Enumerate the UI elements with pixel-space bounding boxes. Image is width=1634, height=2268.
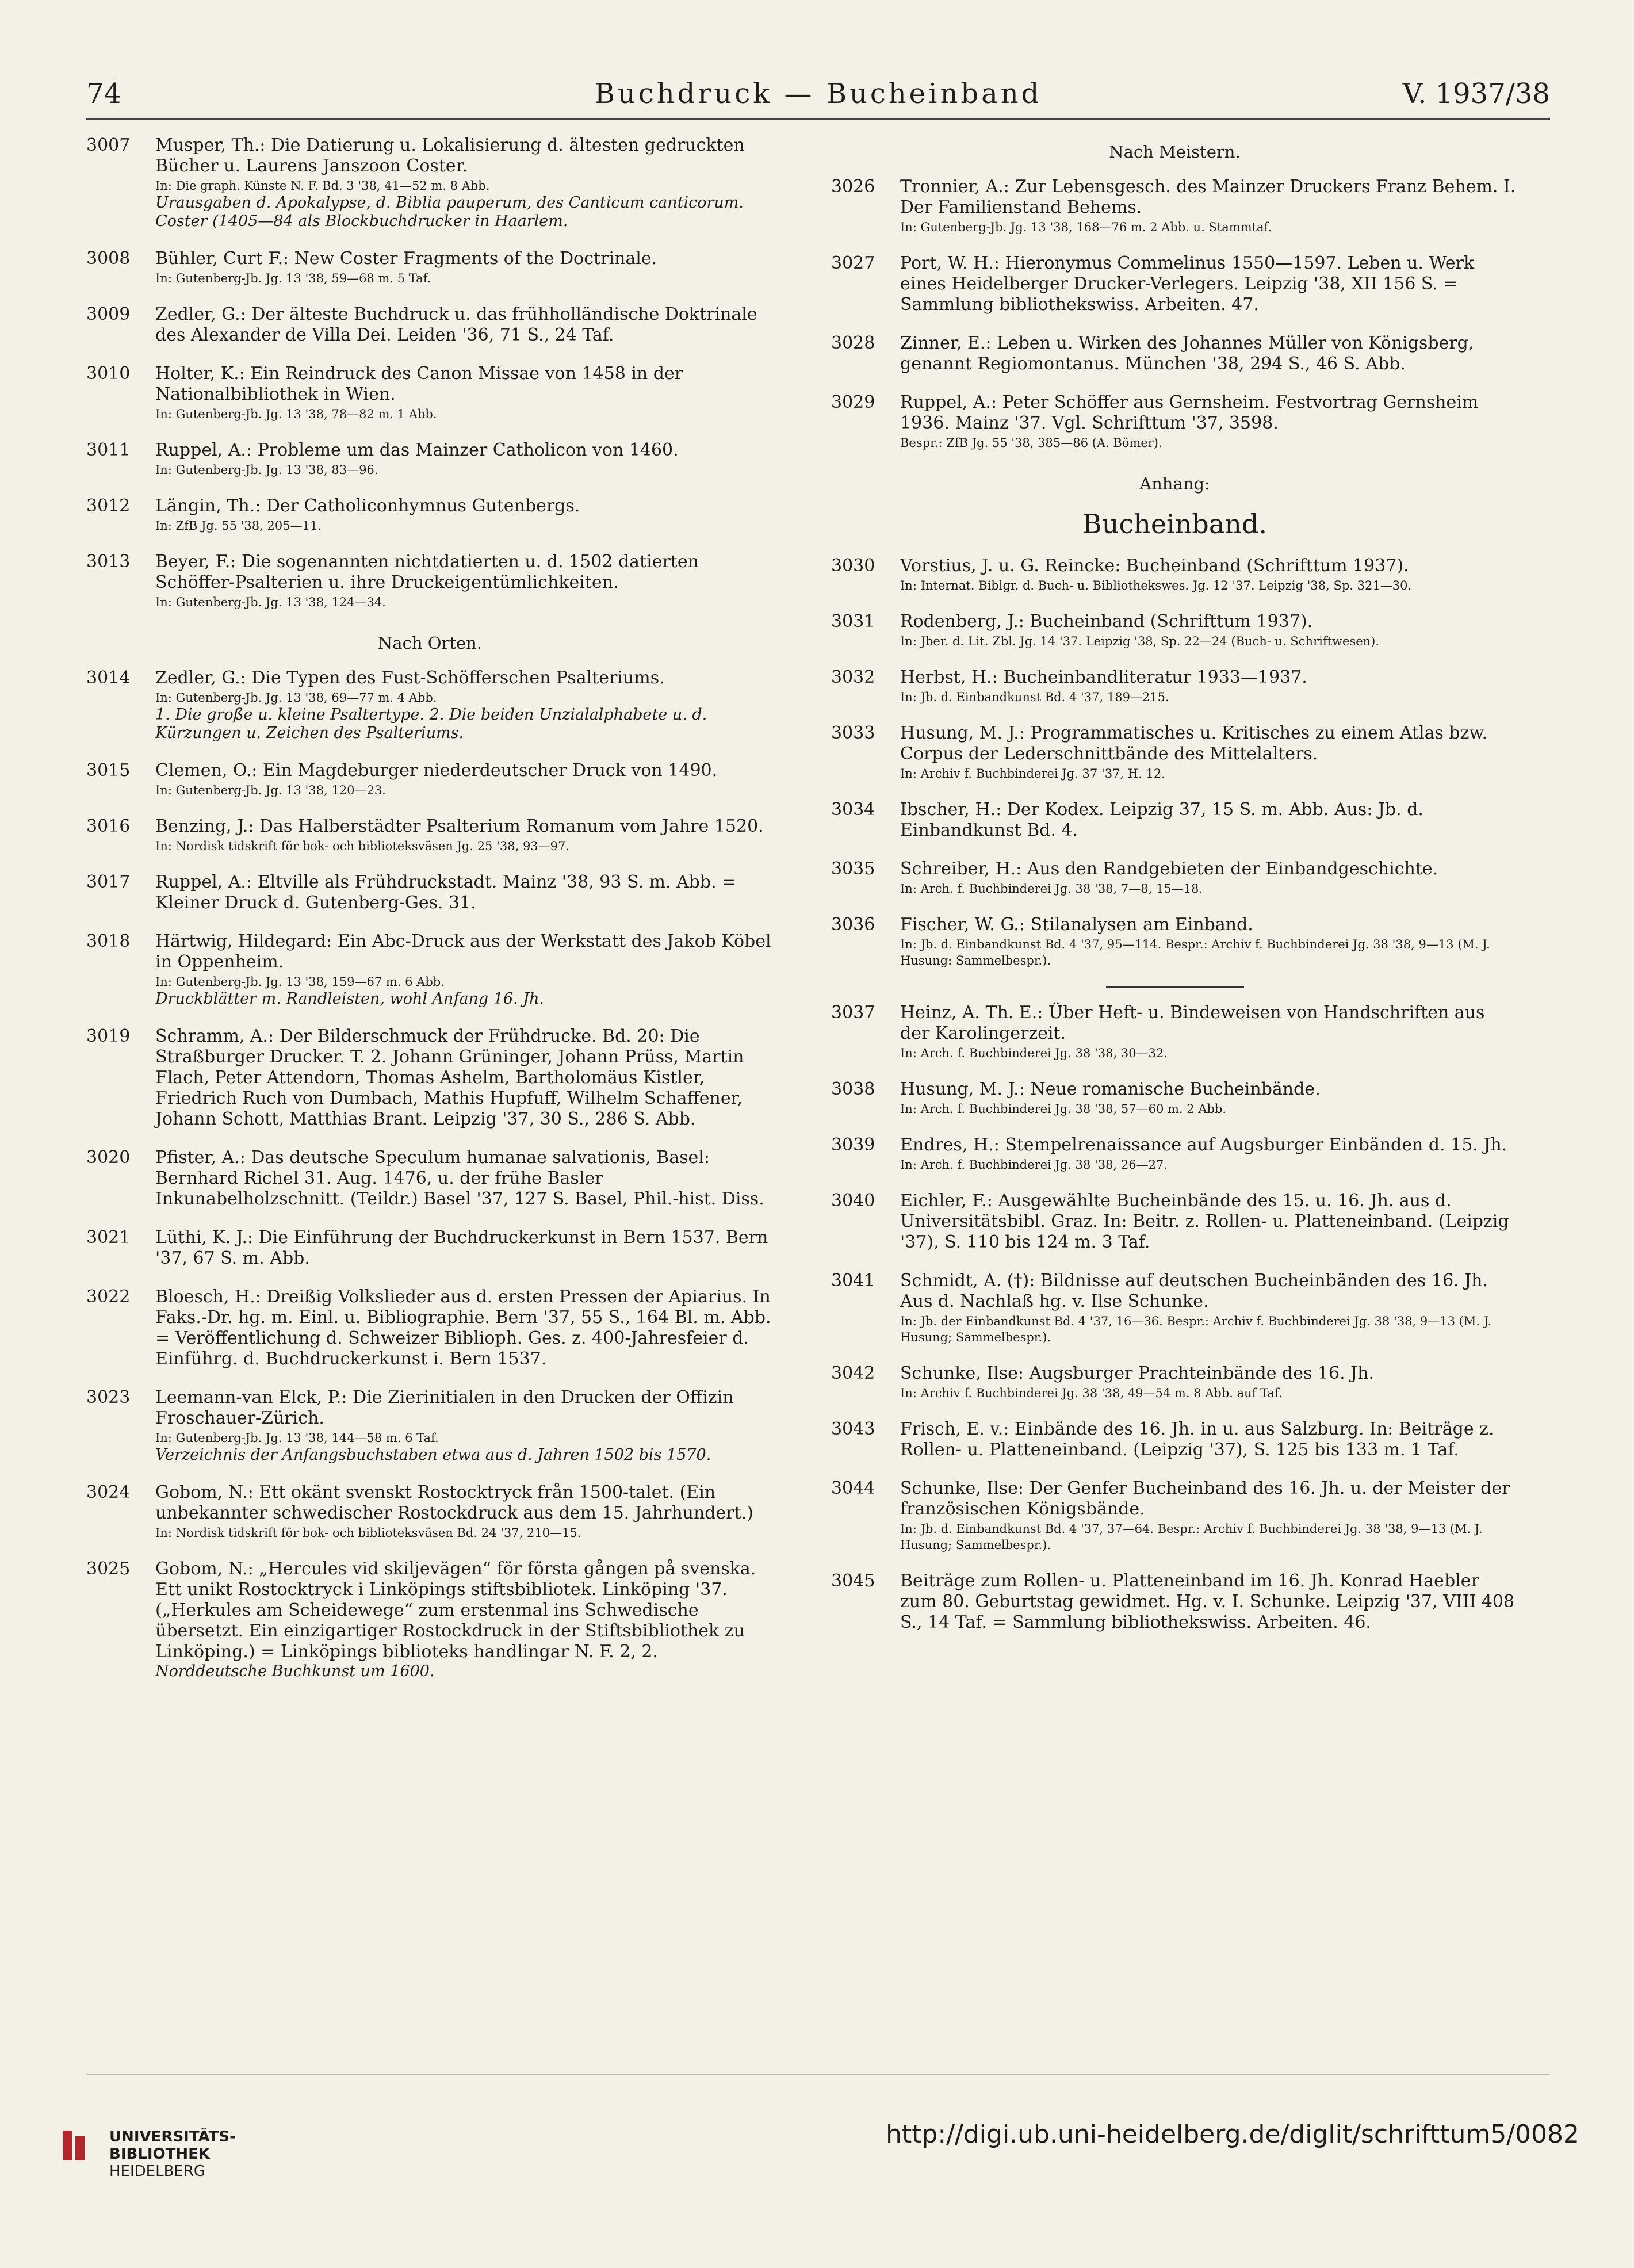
entries-left-a [86, 135, 774, 610]
entry-text: Schramm, A.: Der Bilderschmuck der Frühdrucke. Bd. 20: Die Straßburger Drucker. T. 2. Johann Grüninger, Johann Prüss, Martin Flach, Peter Attendorn, Thomas Ashelm, Bartholomäus Kistler, Friedrich Ruch von Dumbach, Mathis Hupfuff, Wilhelm Schaffener, Johann Schott, Matthias Brant. Leipzig '37, 30 S., 286 S. Abb. [155, 1026, 744, 1129]
bibliography-entry [831, 1419, 1518, 1460]
entry-number: 3044 [831, 1478, 875, 1498]
entry-number: 3040 [831, 1191, 875, 1211]
entry-number: 3014 [86, 668, 131, 688]
entry-number: 3041 [831, 1271, 875, 1291]
entry-source: In: Gutenberg-Jb. Jg. 13 '38, 144—58 m. 6 Taf. [155, 1431, 439, 1445]
bibliography-entry [831, 556, 1518, 594]
volume-label: V. 1937/38 [1402, 78, 1550, 110]
entry-number: 3039 [831, 1135, 875, 1155]
entry-number: 3032 [831, 667, 875, 687]
entry-text: Husung, M. J.: Programmatisches u. Kritisches zu einem Atlas bzw. Corpus der Lederschnittbände des Mittelalters. [900, 723, 1488, 764]
bibliography-entry [86, 872, 774, 913]
entry-text: Schunke, Ilse: Augsburger Prachteinbände des 16. Jh. [900, 1363, 1375, 1383]
entry-text: Pfister, A.: Das deutsche Speculum humanae salvationis, Basel: Bernhard Richel 31. Aug. 1476, u. der frühe Basler Inkunabelholzschnitt. (Teildr.) Basel '37, 127 S. Basel, Phil.-hist. Diss. [155, 1148, 764, 1209]
entry-source: In: Archiv f. Buchbinderei Jg. 38 '38, 49—54 m. 8 Abb. auf Taf. [900, 1386, 1283, 1400]
bibliography-entry [831, 859, 1518, 897]
footer-separator [86, 2074, 1550, 2075]
section-heading-anhang: Anhang: [1139, 474, 1210, 494]
bibliography-entry [86, 364, 774, 422]
entry-source: In: Gutenberg-Jb. Jg. 13 '38, 124—34. [155, 595, 386, 609]
bibliography-entry [86, 1387, 774, 1464]
entry-number: 3027 [831, 253, 875, 273]
entry-source: In: Gutenberg-Jb. Jg. 13 '38, 168—76 m. 2 Abb. u. Stammtaf. [900, 220, 1272, 234]
entry-source: In: Arch. f. Buchbinderei Jg. 38 '38, 7—8, 15—18. [900, 882, 1203, 896]
source-url-link[interactable]: http://digi.ub.uni-heidelberg.de/diglit/schrifttum5/0082 [886, 2120, 1579, 2149]
section-heading-meistern: Nach Meistern. [1109, 142, 1241, 162]
entry-number: 3008 [86, 248, 131, 269]
entry-text: Gobom, N.: „Hercules vid skiljevägen“ för första gången på svenska. Ett unikt Rostocktryck i Linköpings stiftsbibliotek. Linköping '37. („Herkules am Scheidewege“ zum erstenmal ins Schwedische übersetzt. Ein einzigartiger Rostockdruck in der Stiftsbibliothek zu Linköping.) = Linköpings biblioteks handlingar N. F. 2, 2. [155, 1559, 756, 1662]
entry-text: Benzing, J.: Das Halberstädter Psalterium Romanum vom Jahre 1520. [155, 816, 764, 836]
bibliography-entry [831, 1363, 1518, 1401]
bibliography-entry [831, 800, 1518, 841]
entry-text: Zinner, E.: Leben u. Wirken des Johannes Müller von Königsberg, genannt Regiomontanus. München '38, 294 S., 46 S. Abb. [900, 333, 1474, 374]
library-line-1: UNIVERSITÄTS- [109, 2128, 236, 2145]
page-number: 74 [86, 78, 122, 110]
section-heading-orten: Nach Orten. [377, 633, 483, 653]
entry-number: 3025 [86, 1559, 131, 1579]
bibliography-entry [86, 135, 774, 231]
entry-number: 3030 [831, 556, 875, 576]
entry-text: Heinz, A. Th. E.: Über Heft- u. Bindeweisen von Handschriften aus der Karolingerzeit. [900, 1003, 1485, 1043]
bibliography-entry [86, 1227, 774, 1269]
entry-source: In: Jb. d. Einbandkunst Bd. 4 '37, 189—215. [900, 690, 1169, 704]
entry-source: In: Gutenberg-Jb. Jg. 13 '38, 159—67 m. 6 Abb. [155, 975, 445, 989]
entries-right-a [831, 177, 1518, 451]
entry-text: Clemen, O.: Ein Magdeburger niederdeutscher Druck von 1490. [155, 760, 718, 781]
entry-source: In: Gutenberg-Jb. Jg. 13 '38, 78—82 m. 1 Abb. [155, 407, 437, 421]
entry-number: 3026 [831, 177, 875, 197]
entry-source: In: Archiv f. Buchbinderei Jg. 37 '37, H. 12. [900, 767, 1165, 781]
entry-text: Leemann-van Elck, P.: Die Zierinitialen in den Drucken der Offizin Froschauer-Zürich. [155, 1387, 734, 1428]
entry-source: In: Gutenberg-Jb. Jg. 13 '38, 59—68 m. 5 Taf. [155, 271, 431, 285]
entry-text: Schmidt, A. (†): Bildnisse auf deutschen Bucheinbänden des 16. Jh. Aus d. Nachlaß hg. v. Ilse Schunke. [900, 1271, 1488, 1311]
entry-text: Beyer, F.: Die sogenannten nichtdatierten u. d. 1502 datierten Schöffer-Psalterien u. ihre Druckeigentümlichkeiten. [155, 552, 699, 592]
entry-number: 3038 [831, 1079, 875, 1099]
entry-text: Tronnier, A.: Zur Lebensgesch. des Mainzer Druckers Franz Behem. I. Der Familienstand Behems. [900, 177, 1516, 217]
entry-number: 3015 [86, 760, 131, 781]
entry-text: Fischer, W. G.: Stilanalysen am Einband. [900, 915, 1253, 935]
entry-text: Endres, H.: Stempelrenaissance auf Augsburger Einbänden d. 15. Jh. [900, 1135, 1507, 1155]
entry-text: Ruppel, A.: Probleme um das Mainzer Catholicon von 1460. [155, 440, 679, 460]
entry-note: 1. Die große u. kleine Psaltertype. 2. Die beiden Unzialalphabete u. d. Kürzungen u. Zeichen des Psalteriums. [155, 706, 707, 742]
entry-text: Eichler, F.: Ausgewählte Bucheinbände des 15. u. 16. Jh. aus d. Universitätsbibl. Graz. In: Beitr. z. Rollen- u. Platteneinband. (Leipzig '37), S. 110 bis 124 m. 3 Taf. [900, 1191, 1509, 1252]
entry-text: Rodenberg, J.: Bucheinband (Schrifttum 1937). [900, 611, 1313, 632]
entry-number: 3010 [86, 364, 131, 384]
bibliography-entry [831, 723, 1518, 782]
bibliography-entry [831, 177, 1518, 235]
bibliography-entry [831, 915, 1518, 969]
entry-number: 3022 [86, 1287, 131, 1307]
bibliography-entry [86, 496, 774, 534]
entry-text: Port, W. H.: Hieronymus Commelinus 1550—1597. Leben u. Werk eines Heidelberger Drucker-Verlegers. Leipzig '38, XII 156 S. = Sammlung bibliothekswiss. Arbeiten. 47. [900, 253, 1475, 315]
entry-text: Bloesch, H.: Dreißig Volkslieder aus d. ersten Pressen der Apiarius. In Faks.-Dr. hg. m. Einl. u. Bibliographie. Bern '37, 55 S., 164 Bl. m. Abb. = Veröffentlichung d. Schweizer Biblioph. Ges. z. 400-Jahresfeier d. Einführg. d. Buchdruckerkunst i. Bern 1537. [155, 1287, 771, 1369]
entry-text: Schunke, Ilse: Der Genfer Bucheinband des 16. Jh. u. der Meister der französischen Königsbände. [900, 1478, 1510, 1519]
entry-text: Beiträge zum Rollen- u. Platteneinband im 16. Jh. Konrad Haebler zum 80. Geburtstag gewidmet. Hg. v. I. Schunke. Leipzig '37, VIII 408 S., 14 Taf. = Sammlung bibliothekswiss. Arbeiten. 46. [900, 1571, 1515, 1632]
entry-text: Herbst, H.: Bucheinbandliteratur 1933—1937. [900, 667, 1307, 687]
entry-text: Zedler, G.: Die Typen des Fust-Schöfferschen Psalteriums. [155, 668, 665, 688]
bibliography-entry [86, 1026, 774, 1130]
left-column [86, 135, 774, 1699]
bibliography-entry [831, 1478, 1518, 1553]
entry-number: 3043 [831, 1419, 875, 1439]
bibliography-entry [831, 392, 1518, 451]
entry-number: 3037 [831, 1003, 875, 1023]
library-name [109, 2128, 236, 2180]
library-line-2: BIBLIOTHEK [109, 2145, 211, 2163]
entry-text: Härtwig, Hildegard: Ein Abc-Druck aus der Werkstatt des Jakob Köbel in Oppenheim. [155, 931, 771, 972]
entry-source: In: Internat. Biblgr. d. Buch- u. Bibliothekswes. Jg. 12 '37. Leipzig '38, Sp. 321—30. [900, 579, 1412, 592]
entries-left-b [86, 668, 774, 1681]
bibliography-entry [831, 1003, 1518, 1061]
entry-number: 3036 [831, 915, 875, 935]
entry-number: 3024 [86, 1482, 131, 1502]
entry-text: Lüthi, K. J.: Die Einführung der Buchdruckerkunst in Bern 1537. Bern '37, 67 S. m. Abb. [155, 1227, 768, 1268]
entry-number: 3035 [831, 859, 875, 879]
entry-note: Urausgaben d. Apokalypse, d. Biblia pauperum, des Canticum canticorum. Coster (1405—84 als Blockbuchdrucker in Haarlem. [155, 194, 744, 230]
entry-number: 3028 [831, 333, 875, 353]
bibliography-entry [86, 668, 774, 743]
entry-number: 3023 [86, 1387, 131, 1408]
entry-text: Ruppel, A.: Eltville als Frühdruckstadt. Mainz '38, 93 S. m. Abb. = Kleiner Druck d. Gutenberg-Ges. 31. [155, 872, 737, 913]
entry-number: 3042 [831, 1363, 875, 1383]
bibliography-entry [86, 440, 774, 478]
entries-right-c [831, 1003, 1518, 1633]
entry-source: In: Gutenberg-Jb. Jg. 13 '38, 69—77 m. 4 Abb. [155, 691, 437, 705]
bibliography-entry [831, 1571, 1518, 1633]
running-header [86, 78, 1550, 112]
entry-number: 3020 [86, 1148, 131, 1168]
entry-source: In: Nordisk tidskrift för bok- och biblioteksväsen Bd. 24 '37, 210—15. [155, 1526, 581, 1540]
bibliography-entry [831, 1191, 1518, 1253]
entry-number: 3011 [86, 440, 131, 460]
entry-text: Husung, M. J.: Neue romanische Bucheinbände. [900, 1079, 1321, 1099]
entry-text: Zedler, G.: Der älteste Buchdruck u. das frühholländische Doktrinale des Alexander de Villa Dei. Leiden '36, 71 S., 24 Taf. [155, 304, 757, 345]
entry-number: 3033 [831, 723, 875, 743]
entry-note: Norddeutsche Buchkunst um 1600. [155, 1662, 435, 1680]
entry-source: In: Arch. f. Buchbinderei Jg. 38 '38, 26—27. [900, 1158, 1168, 1172]
bibliography-entry [86, 1148, 774, 1210]
entry-source: In: Jber. d. Lit. Zbl. Jg. 14 '37. Leipzig '38, Sp. 22—24 (Buch- u. Schriftwesen). [900, 634, 1380, 648]
entry-text: Holter, K.: Ein Reindruck des Canon Missae von 1458 in der Nationalbibliothek in Wien. [155, 364, 683, 404]
entry-text: Ruppel, A.: Peter Schöffer aus Gernsheim. Festvortrag Gernsheim 1936. Mainz '37. Vgl. Schrifttum '37, 3598. [900, 392, 1479, 433]
bibliography-entry [831, 611, 1518, 649]
bibliography-entry [831, 333, 1518, 374]
entry-number: 3009 [86, 304, 131, 324]
entry-number: 3017 [86, 872, 131, 892]
entry-number: 3031 [831, 611, 875, 632]
entry-number: 3018 [86, 931, 131, 951]
bibliography-entry [831, 1135, 1518, 1173]
bibliography-entry [831, 1079, 1518, 1117]
entry-text: Frisch, E. v.: Einbände des 16. Jh. in u. aus Salzburg. In: Beiträge z. Rollen- u. Platteneinband. (Leipzig '37), S. 125 bis 133 m. 1 Taf. [900, 1419, 1494, 1460]
bibliography-entry [86, 1482, 774, 1541]
section-heading-bucheinband: Bucheinband. [1082, 508, 1267, 540]
entry-text: Ibscher, H.: Der Kodex. Leipzig 37, 15 S. m. Abb. Aus: Jb. d. Einbandkunst Bd. 4. [900, 800, 1423, 840]
bibliography-entry [86, 816, 774, 854]
entry-source: Bespr.: ZfB Jg. 55 '38, 385—86 (A. Bömer). [900, 436, 1162, 450]
entry-number: 3012 [86, 496, 131, 516]
bibliography-entry [86, 760, 774, 798]
entry-number: 3019 [86, 1026, 131, 1046]
bibliography-entry [86, 1287, 774, 1370]
entry-source: In: Jb. d. Einbandkunst Bd. 4 '37, 95—114. Bespr.: Archiv f. Buchbinderei Jg. 38 '38, 9—13 (M. J. Husung: Sammelbespr.). [900, 938, 1490, 967]
bibliography-entry [86, 1559, 774, 1681]
entry-note: Verzeichnis der Anfangsbuchstaben etwa aus d. Jahren 1502 bis 1570. [155, 1446, 711, 1464]
entry-text: Gobom, N.: Ett okänt svenskt Rostocktryck från 1500-talet. (Ein unbekannter schwedischer Rostockdruck aus dem 15. Jahrhundert.) [155, 1482, 753, 1523]
entry-note: Druckblätter m. Randleisten, wohl Anfang 16. Jh. [155, 990, 545, 1008]
bibliography-entry [831, 667, 1518, 705]
entry-number: 3034 [831, 800, 875, 820]
entry-text: Schreiber, H.: Aus den Randgebieten der Einbandgeschichte. [900, 859, 1438, 879]
entry-text: Längin, Th.: Der Catholiconhymnus Gutenbergs. [155, 496, 580, 516]
entry-text: Bühler, Curt F.: New Coster Fragments of the Doctrinale. [155, 248, 657, 269]
bibliography-entry [86, 248, 774, 286]
entry-number: 3045 [831, 1571, 875, 1591]
bibliography-entry [831, 1271, 1518, 1345]
section-divider [1106, 986, 1244, 988]
entry-text: Vorstius, J. u. G. Reincke: Bucheinband (Schrifttum 1937). [900, 556, 1409, 576]
entry-source: In: Gutenberg-Jb. Jg. 13 '38, 83—96. [155, 463, 378, 477]
entry-source: In: ZfB Jg. 55 '38, 205—11. [155, 519, 322, 533]
entry-source: In: Jb. d. Einbandkunst Bd. 4 '37, 37—64. Bespr.: Archiv f. Buchbinderei Jg. 38 '38, 9—13 (M. J. Husung; Sammelbespr.). [900, 1522, 1483, 1552]
entry-source: In: Arch. f. Buchbinderei Jg. 38 '38, 30—32. [900, 1046, 1168, 1060]
bibliography-entry [86, 552, 774, 610]
header-rule [86, 118, 1550, 120]
entry-source: In: Jb. der Einbandkunst Bd. 4 '37, 16—36. Bespr.: Archiv f. Buchbinderei Jg. 38 '38, 9—13 (M. J. Husung; Sammelbespr.). [900, 1314, 1492, 1344]
bibliography-entry [831, 253, 1518, 315]
running-title: Buchdruck — Bucheinband [594, 78, 1042, 110]
library-logo-icon [60, 2128, 89, 2163]
entry-source: In: Nordisk tidskrift för bok- och biblioteksväsen Jg. 25 '38, 93—97. [155, 839, 570, 853]
entry-source: In: Arch. f. Buchbinderei Jg. 38 '38, 57—60 m. 2 Abb. [900, 1102, 1227, 1116]
bibliography-entry [86, 931, 774, 1008]
right-column [831, 135, 1518, 1651]
entry-number: 3029 [831, 392, 875, 412]
entry-number: 3007 [86, 135, 131, 155]
library-line-3: HEIDELBERG [109, 2163, 206, 2180]
entry-text: Musper, Th.: Die Datierung u. Lokalisierung d. ältesten gedruckten Bücher u. Laurens Janszoon Coster. [155, 135, 745, 176]
entry-number: 3021 [86, 1227, 131, 1248]
entries-right-b [831, 556, 1518, 969]
entry-source: In: Die graph. Künste N. F. Bd. 3 '38, 41—52 m. 8 Abb. [155, 179, 490, 193]
entry-number: 3013 [86, 552, 131, 572]
bibliography-entry [86, 304, 774, 346]
entry-source: In: Gutenberg-Jb. Jg. 13 '38, 120—23. [155, 783, 386, 797]
entry-number: 3016 [86, 816, 131, 836]
